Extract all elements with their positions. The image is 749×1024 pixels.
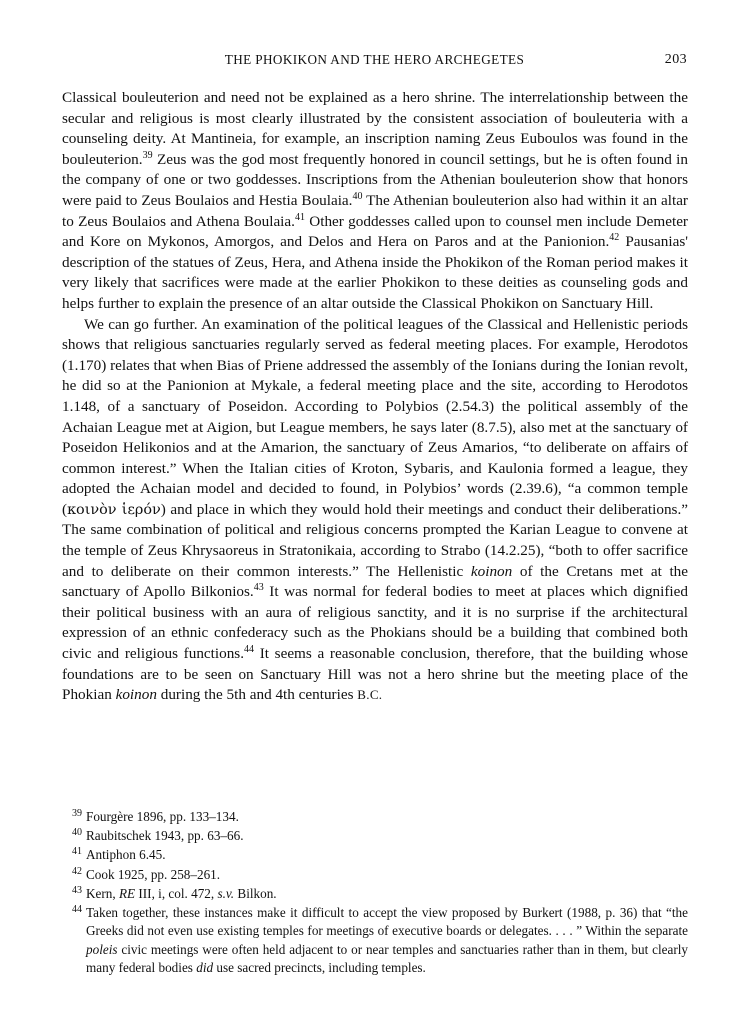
footnote-ref-44[interactable]: 44 [244, 643, 254, 655]
greek-phrase: κοινὸν ἱερόν [67, 501, 161, 518]
footnote-text-1: Taken together, these instances make it difficult to accept the view proposed by Burkert (1988, p. 36) that “the Greeks did not even use existing temples for meetings of executive boards or delegates. . . . ” Within the separate [86, 905, 688, 939]
p2-part-5: It seems a reasonable conclusion, therefore, that the building whose foundations are to be seen on Sanctuary Hill was not a hero shrine but the meeting place of the Phokian [62, 645, 688, 704]
footnote-text-before: Kern, [86, 885, 119, 901]
footnote-ref-40[interactable]: 40 [352, 190, 363, 202]
footnote-number: 43 [72, 884, 82, 896]
paragraph-1 [62, 88, 688, 315]
running-head [62, 52, 687, 68]
footnote-italic-poleis: poleis [86, 941, 118, 957]
running-head-title: THE PHOKIKON AND THE HERO ARCHEGETES [224, 52, 525, 67]
p1-part-5: Pausanias' description of the statues of Zeus, Hera, and Athena inside the Phokikon of the Roman period makes it very likely that sacrifices were made at the earlier Phokikon to these deities as counseling gods and helps further to explain the presence of an altar outside the Classical Phokikon on Sanctuary Hill. [62, 233, 688, 312]
p1-part-4: Other goddesses called upon to counsel men include Demeter and Kore on Mykonos, Amorgos, and Delos and Hera on Paros and at the Panionion. [62, 212, 688, 251]
italic-koinon-2: koinon [115, 686, 157, 704]
footnote-number: 39 [72, 808, 82, 819]
footnote-text-2: civic meetings were often held adjacent to or near temples and sanctuaries rather than in them, but clearly many federal bodies [86, 941, 688, 976]
footnote-ref-39[interactable]: 39 [142, 149, 153, 161]
footnote-number: 42 [72, 865, 82, 877]
footnotes-section [62, 808, 688, 979]
italic-koinon-1: koinon [470, 562, 513, 580]
body-text [62, 88, 688, 706]
p2-part-1: We can go further. An examination of the political leagues of the Classical and Hellenistic periods shows that religious sanctuaries regularly served as federal meeting places. For example, Herodotos (1.170) relates that when Bias of Priene addressed the assembly of the Ionians during the Ionian revolt, he did so at the Panionion at Mykale, a federal meeting place and the site, according to Herodotos 1.148, of a sanctuary of Poseidon. According to Polybios (2.54.3) the political assembly of the Achaian League met at Aigion, but League members, he says later (8.7.5), also met at the sanctuary of Poseidon Helikonios and at the Amarion, the sanctuary of Zeus Amarios, “to deliberate on affairs of common interest.” When the Italian cities of Kroton, Sybaris, and Kaulonia formed a league, they adopted the Achaian model and decided to found, in Polybios’ words (2.39.6), “a common temple ( [62, 315, 688, 518]
p2-part-6: during the 5th and 4th centuries [156, 686, 358, 704]
footnote-text-middle: III, i, col. 472, [135, 885, 218, 901]
footnote-text: Antiphon 6.45. [86, 847, 166, 863]
footnote-number: 44 [72, 904, 82, 916]
footnote-text-3: use sacred precincts, including temples. [213, 960, 426, 976]
footnote-italic-sv: s.v. [217, 885, 235, 901]
footnote-italic-did: did [196, 960, 214, 976]
footnote-italic-re: RE [118, 885, 136, 901]
p2-part-2: ) and place in which they would hold their meetings and conduct their deliberations.” The same combination of political and religious concerns prompted the Karian League to convene at the temple of Zeus Khrysaoreus in Stratonikaia, according to Strabo (14.2.25), “both to offer sacrifice and to deliberate on their common interests.” The Hellenistic [62, 500, 688, 580]
footnote-text: Cook 1925, pp. 258–261. [86, 866, 221, 882]
footnote-44 [62, 904, 688, 978]
footnote-text: Raubitschek 1943, pp. 63–66. [86, 828, 244, 844]
footnote-text: Fourgère 1896, pp. 133–134. [86, 809, 239, 824]
p2-part-3: of the Cretans met at the sanctuary of Apollo Bilkonios. [62, 562, 689, 601]
footnote-39 [62, 808, 688, 826]
footnote-number: 41 [72, 846, 82, 858]
footnote-42 [62, 866, 688, 884]
p1-part-1: Classical bouleuterion and need not be explained as a hero shrine. The interrelationship between the secular and religious is most clearly illustrated by the consistent association of bouleuteria with a counseling deity. At Mantineia, for example, an inscription naming Zeus Euboulos was found in the bouleuterion. [62, 89, 688, 168]
footnote-40 [62, 827, 688, 845]
paragraph-2 [62, 315, 688, 706]
p2-part-4: It was normal for federal bodies to meet at places which dignified their political business with an aura of religious sanctity, and it is no surprise if the architectural expression of an ethnic confederacy such as the Phokians should be a building that combined both civic and religious functions. [62, 583, 688, 663]
p1-part-2: Zeus was the god most frequently honored in council settings, but he is often found in the company of one or two goddesses. Inscriptions from the Athenian bouleuterion show that honors were paid to Zeus Boulaios and Hestia Boulaia. [62, 150, 688, 209]
footnote-number: 40 [72, 827, 82, 839]
p1-part-3: The Athenian bouleuterion also had within it an altar to Zeus Boulaios and Athena Boulaia. [62, 191, 688, 230]
footnote-41 [62, 846, 688, 864]
smallcaps-bc: B.C. [357, 687, 383, 703]
page-number: 203 [664, 52, 687, 67]
footnote-ref-41[interactable]: 41 [294, 211, 305, 223]
footnote-43 [62, 885, 688, 903]
footnote-ref-42[interactable]: 42 [609, 232, 620, 244]
footnote-text-after: Bilkon. [234, 885, 277, 901]
footnote-ref-43[interactable]: 43 [253, 582, 264, 594]
